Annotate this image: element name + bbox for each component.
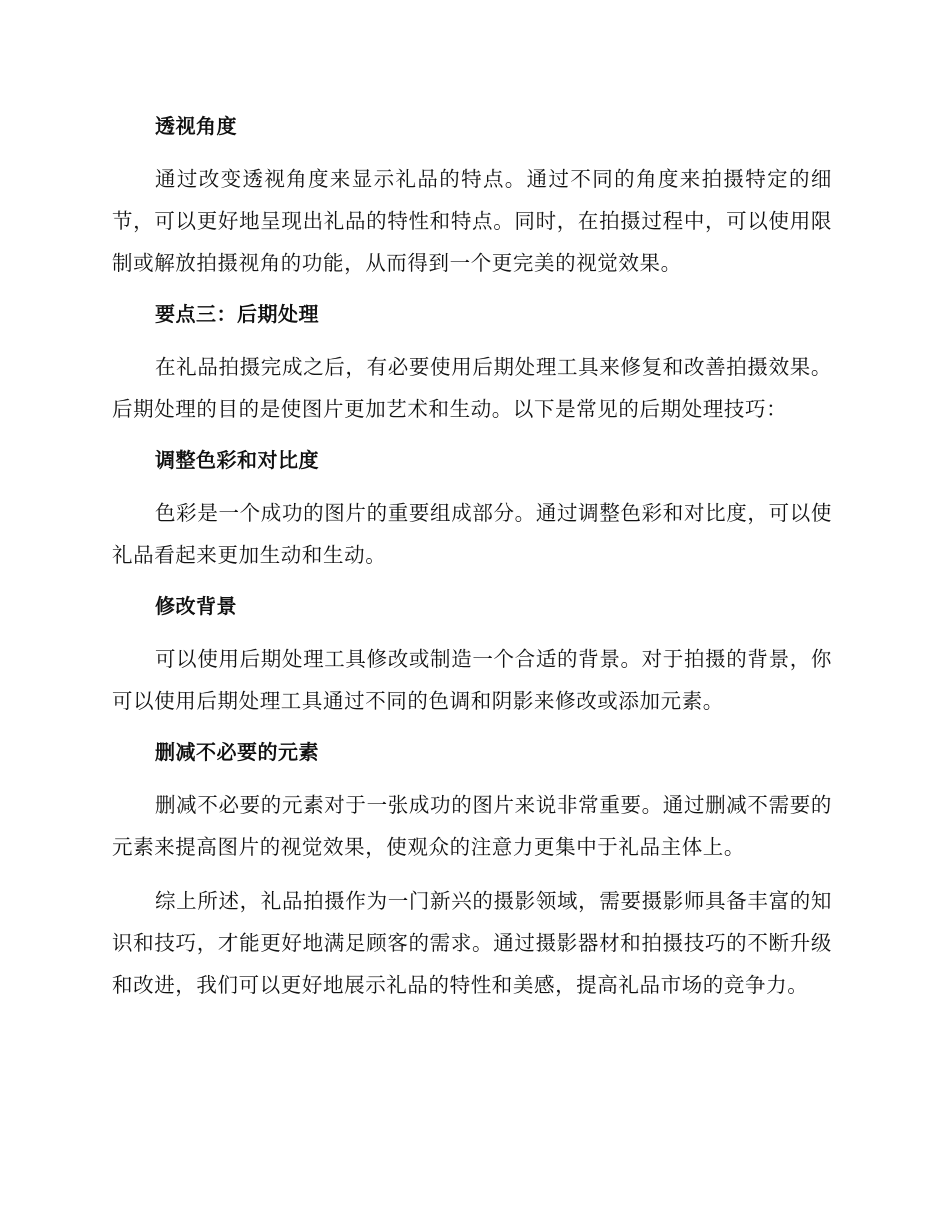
- section-heading-modify-background: 修改背景: [155, 594, 237, 618]
- section-heading-remove-elements: 删减不必要的元素: [155, 740, 319, 764]
- paragraph-conclusion: 综上所述，礼品拍摄作为一门新兴的摄影领域，需要摄影师具备丰富的知识和技巧，才能更好地满足顾客的需求。通过摄影器材和拍摄技巧的不断升级和改进，我们可以更好地展示礼品的特性和美感，提高礼品市场的竞争力。: [112, 889, 832, 997]
- section-heading-post-processing: 要点三：后期处理: [155, 302, 319, 326]
- paragraph-post-processing-intro: 在礼品拍摄完成之后，有必要使用后期处理工具来修复和改善拍摄效果。后期处理的目的是使图片更加艺术和生动。以下是常见的后期处理技巧：: [112, 355, 832, 421]
- document-page: [112, 108, 832, 1018]
- paragraph-modify-background: 可以使用后期处理工具修改或制造一个合适的背景。对于拍摄的背景，你可以使用后期处理工具通过不同的色调和阴影来修改或添加元素。: [112, 647, 832, 713]
- paragraph-remove-elements: 删减不必要的元素对于一张成功的图片来说非常重要。通过删减不需要的元素来提高图片的视觉效果，使观众的注意力更集中于礼品主体上。: [112, 793, 832, 859]
- paragraph-perspective-angle: 通过改变透视角度来显示礼品的特点。通过不同的角度来拍摄特定的细节，可以更好地呈现出礼品的特性和特点。同时，在拍摄过程中，可以使用限制或解放拍摄视角的功能，从而得到一个更完美的视觉效果。: [112, 167, 832, 275]
- section-heading-color-contrast: 调整色彩和对比度: [155, 448, 319, 472]
- section-heading-perspective-angle: 透视角度: [155, 114, 237, 138]
- paragraph-color-contrast: 色彩是一个成功的图片的重要组成部分。通过调整色彩和对比度，可以使礼品看起来更加生动和生动。: [112, 501, 832, 567]
